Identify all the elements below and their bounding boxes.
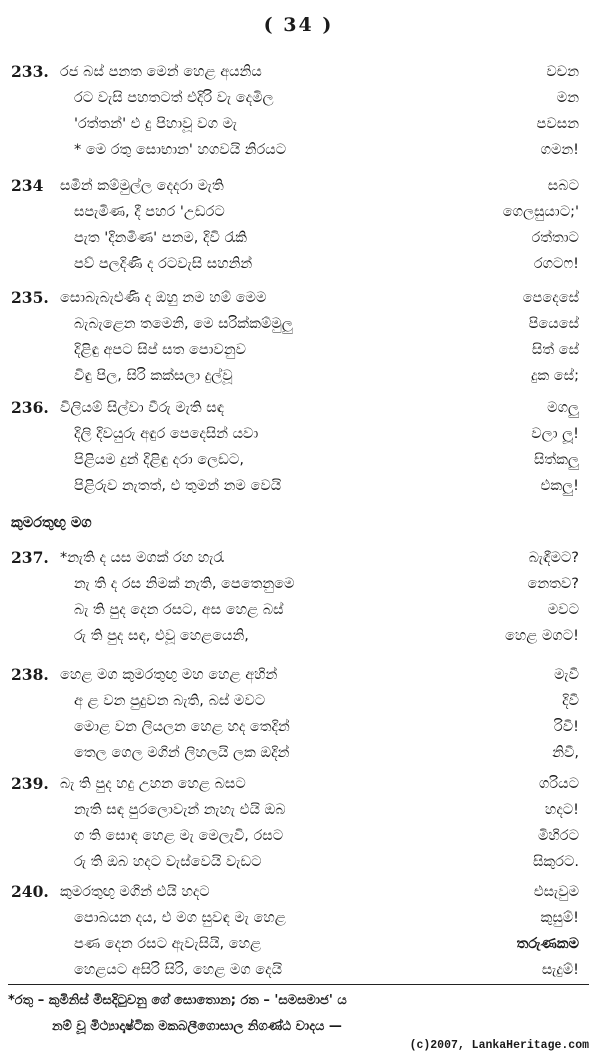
verse-number: 236. xyxy=(11,398,49,417)
verse-end-word: ගෙලසුයාට;' xyxy=(502,204,579,220)
verse-text: සොබැබැඑණි ද ඔහු නම හම් මෙම xyxy=(60,290,267,306)
verse-line xyxy=(0,173,597,199)
verse-number: 233. xyxy=(11,62,49,81)
verse-line xyxy=(0,623,597,649)
verse-line xyxy=(0,59,597,85)
footnote-divider xyxy=(8,984,589,985)
verse-number: 237. xyxy=(11,548,49,567)
verse-end-word: නිවී, xyxy=(552,745,579,761)
verse-line xyxy=(0,473,597,499)
verse-line xyxy=(0,571,597,597)
verse-end-word: එකලු! xyxy=(540,478,579,494)
verse-line xyxy=(0,225,597,251)
verse-end-word: රිවී! xyxy=(554,719,579,735)
verse-end-word: ගමන! xyxy=(540,142,579,158)
verse-text: රු ති පුද සඳ, එවූ හෙළයෙනි, xyxy=(74,628,249,644)
verse-end-word: දිවී xyxy=(562,693,579,709)
verse-end-word: පවසන xyxy=(536,116,579,132)
footnote-line-2: නම් වූ මිථ්‍යාදෘෂ්ටික මකබලීගොසාල නිගණ්ඨ වාදය — xyxy=(52,1019,342,1034)
copyright-notice: (c)2007, LankaHeritage.com xyxy=(409,1039,589,1052)
verse-text: බැබැළෙන තමෙනි, මෙ සරික්කම්මුලු xyxy=(74,316,293,332)
verse-text: කුමරතුඟු මගින් එයි හදට xyxy=(60,884,210,900)
verse-number: 240. xyxy=(11,882,49,901)
verse-line xyxy=(0,931,597,957)
verse-text: බැ ති පුද දෙන රසට, අස හෙළ බස් xyxy=(74,602,284,618)
verse-text: අ ළ වන පුදුවන බැති, බස් මවට xyxy=(74,693,266,709)
verse-237 xyxy=(0,545,597,649)
verse-text: පව් පලදිණි ද රටවැසි සහනින් xyxy=(74,256,253,272)
verse-text: රු ති ඔබ හදට වැස්වෙයි වැඩට xyxy=(74,854,262,870)
verse-text: නැ ති ද රස නිමක් නැති, පෙතෙනුමෙ xyxy=(74,576,295,592)
verse-end-word: බැඳීමට? xyxy=(528,550,579,566)
verse-233 xyxy=(0,59,597,163)
verse-end-word: කුසුම්! xyxy=(540,910,579,926)
verse-line xyxy=(0,137,597,163)
verse-234 xyxy=(0,173,597,277)
verse-line xyxy=(0,421,597,447)
verse-text: ග ති සොඳ හෙළ මැ මෙලැවි, රසට xyxy=(74,828,284,844)
verse-text: හෙළ මග කුමරතුඟු මහ හෙළ අහින් xyxy=(60,667,278,683)
verse-end-word: තරුණකම xyxy=(516,936,579,952)
verse-end-word: මගලු xyxy=(547,400,579,416)
verse-236 xyxy=(0,395,597,499)
verse-number: 239. xyxy=(11,774,49,793)
verse-235 xyxy=(0,285,597,389)
verse-text: පොබයන දය, එ මග සුවඳ මැ හෙළ xyxy=(74,910,286,926)
verse-line xyxy=(0,363,597,389)
verse-end-word: හදට! xyxy=(544,802,579,818)
verse-text: දිළිඳු අපට සිප් සත පොවනුව xyxy=(74,342,247,358)
verse-number: 234 xyxy=(11,176,44,195)
verse-text: විලියම් සිල්වා වීරු මැති සඳ xyxy=(60,400,225,416)
verse-text: 'රත්තන්' එ දු පිහාවූ වග මැ xyxy=(74,116,238,132)
verse-line xyxy=(0,447,597,473)
verse-end-word: නෙතව? xyxy=(527,576,579,592)
verse-end-word: වලා ලූ! xyxy=(531,426,579,442)
verse-240 xyxy=(0,879,597,983)
verse-line xyxy=(0,251,597,277)
verse-end-word: රත්තාට xyxy=(531,230,579,246)
verse-text: පණ දෙන රසට ඇවැසියි, හෙළ xyxy=(74,936,262,952)
verse-line xyxy=(0,337,597,363)
verse-end-word: පියෙසේ xyxy=(528,316,579,332)
verse-line xyxy=(0,395,597,421)
verse-text: රජ බස් පනත මෙන් හෙළ අයනිය xyxy=(60,64,262,80)
verse-text: දිලි දිවයුරු අඳුර පෙදෙසින් යවා xyxy=(74,426,259,442)
verse-end-word: මැවී xyxy=(554,667,579,683)
footnote xyxy=(8,988,588,1040)
verse-end-word: මවට xyxy=(547,602,579,618)
verse-238 xyxy=(0,662,597,766)
verse-line xyxy=(0,111,597,137)
verse-line xyxy=(0,879,597,905)
verse-text: *නැති ද යස මගක් රහ හැරැ xyxy=(60,550,225,566)
verse-number: 238. xyxy=(11,665,49,684)
verse-line xyxy=(0,545,597,571)
verse-line xyxy=(0,311,597,337)
verse-text: බැ ති පුද හදු උහන හෙළ බසට xyxy=(60,776,246,792)
section-heading: කුමරතුඟු මග xyxy=(11,515,92,531)
verse-end-word: සැදුම්! xyxy=(541,962,579,978)
verse-line xyxy=(0,199,597,225)
verse-end-word: ගරියට xyxy=(539,776,579,792)
verse-text: රට වැසි පහතටත් එදිරි වැ දෙමිල xyxy=(74,90,274,106)
verse-end-word: සිත්කලු xyxy=(533,452,579,468)
verse-text: තෙල ගෙල මගින් ලිහලයි ලක ඔදින් xyxy=(74,745,290,761)
verse-line xyxy=(0,597,597,623)
verse-line xyxy=(0,905,597,931)
verse-239 xyxy=(0,771,597,875)
verse-line xyxy=(0,85,597,111)
verse-line xyxy=(0,771,597,797)
verse-text: හෙළයට අසිරි සිරි, හෙළ මග දෙයි xyxy=(74,962,283,978)
verse-line xyxy=(0,285,597,311)
verse-end-word: මිහිරට xyxy=(537,828,579,844)
verse-line xyxy=(0,957,597,983)
verse-end-word: සබට xyxy=(547,178,579,194)
verse-line xyxy=(0,740,597,766)
verse-line xyxy=(0,688,597,714)
verse-text: * මෙ රතු සොභාන' හගවයි නිරයට xyxy=(74,142,287,158)
verse-text: සපැමිණ, දී පහර 'උඩරට xyxy=(74,204,225,220)
verse-text: පැත 'දිනමිණ' පනම, දිවි රැකි xyxy=(74,230,247,246)
verse-line xyxy=(0,849,597,875)
verse-text: මොළ වන ලියලන හෙළ හද තෙදින් xyxy=(74,719,290,735)
verse-line xyxy=(0,714,597,740)
verse-end-word: සිකුරට. xyxy=(533,854,579,870)
verse-end-word: දුක සේ; xyxy=(530,368,579,384)
page-number: ( 34 ) xyxy=(263,14,334,36)
verse-line xyxy=(0,797,597,823)
verse-end-word: රගටෆ! xyxy=(533,256,579,272)
verse-text: විඳු පිල, සිරි කක්සලා දුල්වූ xyxy=(74,368,233,384)
verse-end-word: වචන xyxy=(546,64,579,80)
verse-text: පිළිරුව නැතත්, එ තුමන් නම වෙයි xyxy=(74,478,282,494)
verse-end-word: පෙදෙසේ xyxy=(522,290,579,306)
verse-text: සමින් කම්මුල්ල දෙදරා මැති xyxy=(60,178,224,194)
verse-line xyxy=(0,662,597,688)
verse-end-word: හෙළ මගට! xyxy=(505,628,579,644)
footnote-line-1: *රතු – කුමිනිස් මිසදිටුවනු ගේ සොතොන; රත – 'සමසමාජ' ය xyxy=(8,993,347,1008)
verse-end-word: මන xyxy=(556,90,579,106)
verse-text: නැති සඳ පුරලොවැන් නැහැ එයි ඔබ xyxy=(74,802,286,818)
verse-line xyxy=(0,823,597,849)
verse-number: 235. xyxy=(11,288,49,307)
verse-end-word: එසැවුම xyxy=(533,884,579,900)
verse-text: පිළියම දුන් දිළිඳු දරා ලෙඩට, xyxy=(74,452,244,468)
verse-end-word: සිත් සේ xyxy=(531,342,579,358)
